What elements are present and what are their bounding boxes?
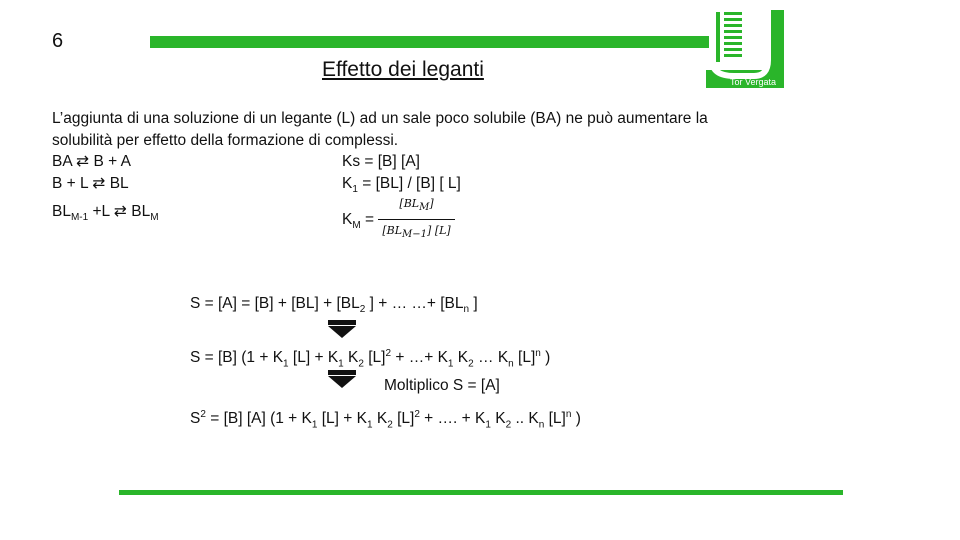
solubility-line-3: $S^2 = [B]$ [A] ($1 + K_1$ $[L] + K_1$ $K_2$ $[L]^2$ + …. + $K_1$ $K_2$ .. $K_n$ $[L]^n$ ) [190, 409, 581, 431]
k1-expression: $K_1 = [BL] / [B]$ [ L] [342, 175, 461, 196]
slide-title: Effetto dei leganti [322, 58, 484, 81]
equilibrium-arrow-icon: ⇄ [92, 175, 106, 192]
slide-number: 6 [52, 30, 64, 52]
ks-expression: Ks = [B] [A] [342, 153, 420, 170]
bottom-green-bar [119, 490, 843, 495]
solubility-line-2: S = [B] ($1 + K_1$ $[L] + K_1$ $K_2$ $[L]^2$ + …+ $K_1$ $K_2$ … $K_n$ $[L]^n$ ) [190, 348, 551, 370]
solubility-line-1: $S = [A] = [B] + [BL] + [BL_2$ ] + … …+ [$BL_n$ ] [190, 295, 478, 316]
equilibrium-arrow-icon: ⇄ [76, 153, 90, 170]
equilibrium-2: B + L ⇄ BL [52, 175, 129, 192]
university-logo [704, 8, 786, 90]
logo-text: Tor Vergata [729, 77, 776, 87]
equilibrium-arrow-icon: ⇄ [113, 203, 127, 220]
intro-paragraph: L’aggiunta di una soluzione di un legante (L) ad un sale poco solubile (BA) ne può aumentare la solubilità per effetto della formazione di complessi. [52, 110, 708, 149]
step-label: Moltiplico S = [A] [384, 377, 500, 394]
equilibrium-3: $BL_{M-1} +L$ ⇄ $BL_M$ [52, 203, 159, 224]
down-arrow-icon [328, 320, 356, 338]
down-arrow-icon [328, 370, 356, 388]
km-expression: $K_M$ = $\frac{[BL_M]}{[BL_{M-1}] [L]}$ [342, 194, 455, 245]
equilibrium-1: BA ⇄ B + A [52, 153, 131, 170]
km-fraction: $\frac{[BL_M]}{[BL_{M-1}] [L]}$ [378, 194, 454, 245]
top-green-bar [150, 36, 710, 48]
